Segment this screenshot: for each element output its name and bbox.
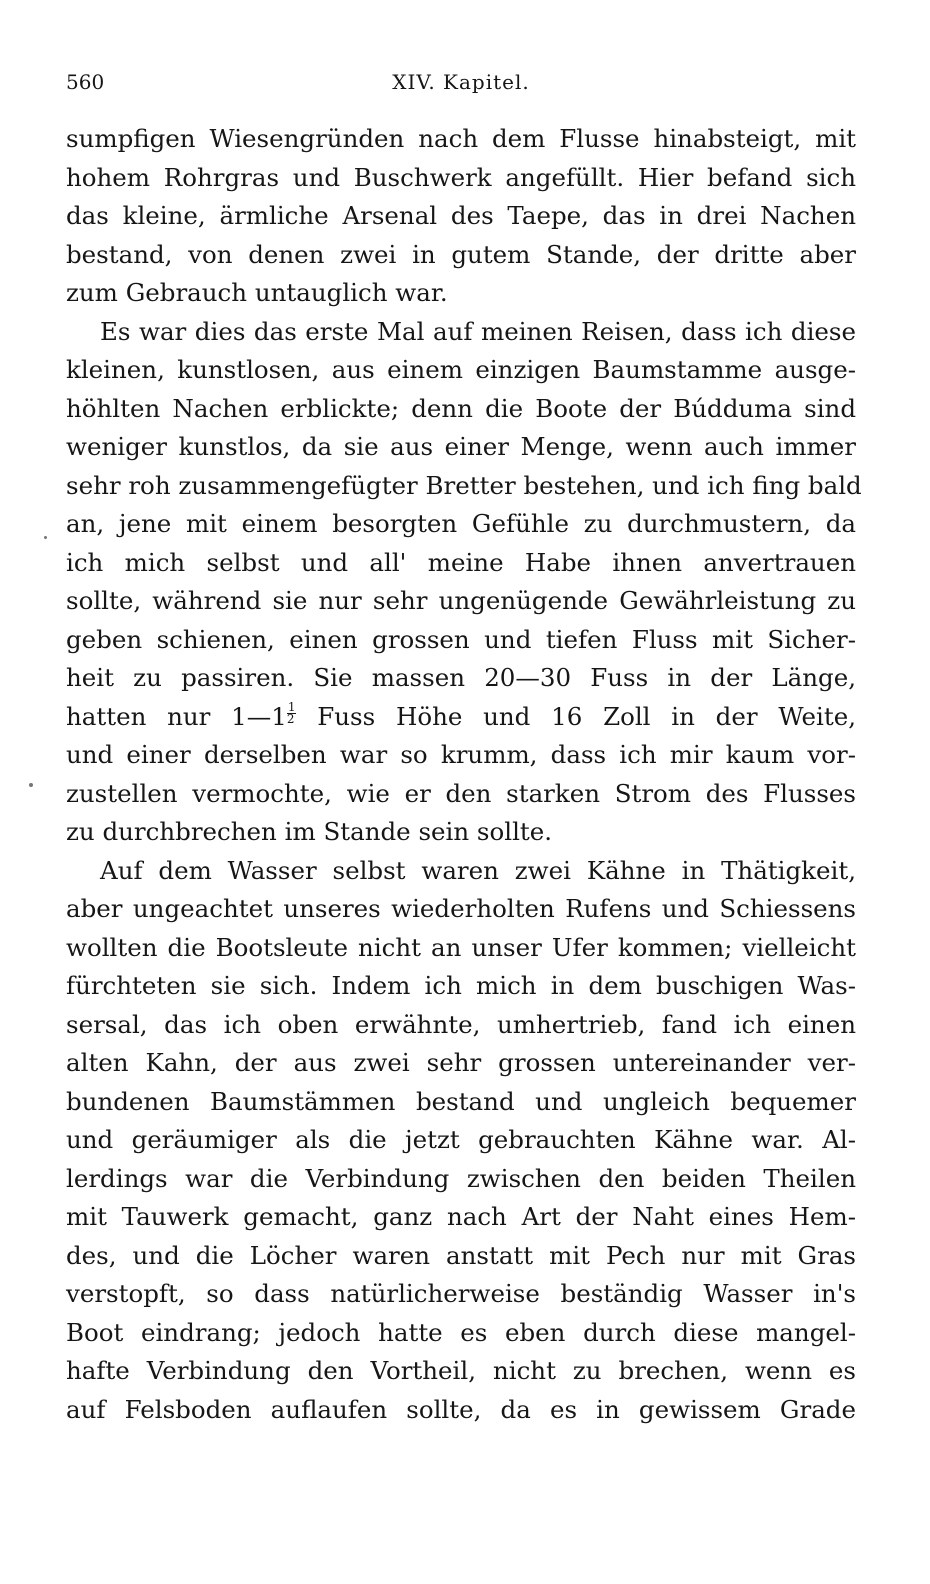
line-text: sumpfigen Wiesengründen nach dem Flusse hinabsteigt, mit [66,124,856,153]
text-line [66,120,856,159]
page-number: 560 [66,70,105,94]
text-line [66,775,856,814]
line-text: wollten die Bootsleute nicht an unser Ufer kommen; vielleicht [66,932,856,962]
line-text: Boot eindrang; jedoch hatte es eben durch diese mangel- [66,1317,856,1347]
line-text: hafte Verbindung den Vortheil, nicht zu brechen, wenn es [66,1356,856,1385]
line-text: des, und die Löcher waren anstatt mit Pech nur mit Gras [66,1240,856,1270]
line-text: bestand, von denen zwei in gutem Stande, der dritte aber [66,239,856,269]
line-text: Auf dem Wasser selbst waren zwei Kähne in Thätigkeit, [100,855,856,885]
line-text: höhlten Nachen erblickte; denn die Boote der Búdduma sind [66,393,856,423]
line-text: zustellen vermochte, wie er den starken Strom des Flusses [66,778,856,808]
text-line [66,274,856,313]
line-text: lerdings war die Verbindung zwischen den beiden Theilen [66,1163,856,1193]
text-line [66,813,856,852]
line-text: kleinen, kunstlosen, aus einem einzigen Baumstamme ausge- [66,355,856,384]
line-text: fürchteten sie sich. Indem ich mich in dem buschigen Was- [66,971,856,1000]
text-line [66,890,856,929]
text-line [66,1391,856,1430]
text-line [66,1237,856,1276]
line-text: an, jene mit einem besorgten Gefühle zu durchmustern, da [66,509,856,538]
text-line [66,313,856,352]
text-line [66,351,856,390]
text-line [66,159,856,198]
line-text: Es war dies das erste Mal auf meinen Reisen, dass ich diese [100,316,856,346]
line-text: sehr roh zusammengefügter Bretter bestehen, und ich fing bald [66,470,862,500]
text-line [66,698,856,737]
line-text: auf Felsboden auflaufen sollte, da es in gewissem Grade [66,1394,856,1424]
text-line [66,1121,856,1160]
text-line [66,1006,856,1045]
line-text: aber ungeachtet unseres wiederholten Rufens und Schiessens [66,894,856,923]
running-head [66,70,856,100]
line-text: sollte, während sie nur sehr ungenügende Gewährleistung zu [66,586,856,615]
line-text: zum Gebrauch untauglich war. [66,278,448,307]
line-text: mit Tauwerk gemacht, ganz nach Art der Naht eines Hem- [66,1202,856,1231]
fraction-denominator: 2 [286,711,295,726]
text-line [66,1160,856,1199]
line-text-continued: Fuss Höhe und 16 Zoll in der Weite, [296,701,856,731]
text-line [66,197,856,236]
line-text: und einer derselben war so krumm, dass ich mir kaum vor- [66,740,856,769]
line-text: hohem Rohrgras und Buschwerk angefüllt. Hier befand sich [66,162,856,192]
line-text: sersal, das ich oben erwähnte, umhertrieb, fand ich einen [66,1009,856,1039]
print-speck [29,783,33,787]
text-line [66,1198,856,1237]
text-line [66,582,856,621]
line-text: heit zu passiren. Sie massen 20—30 Fuss in der Länge, [66,663,856,692]
text-line [66,1275,856,1314]
line-text: alten Kahn, der aus zwei sehr grossen untereinander ver- [66,1048,856,1077]
text-line [66,1044,856,1083]
chapter-heading: XIV. Kapitel. [392,70,530,94]
text-line [66,544,856,583]
line-text: ich mich selbst und all' meine Habe ihnen anvertrauen [66,547,856,577]
print-speck [44,536,47,539]
line-text: bundenen Baumstämmen bestand und ungleich bequemer [66,1086,856,1116]
text-line [66,236,856,275]
text-line [66,659,856,698]
body-text [66,120,862,1429]
line-text: geben schienen, einen grossen und tiefen Fluss mit Sicher- [66,624,856,654]
text-line [66,1314,856,1353]
line-text: weniger kunstlos, da sie aus einer Menge, wenn auch immer [66,432,856,461]
line-text: hatten nur 1—1 [66,701,287,731]
text-line [66,736,856,775]
line-text: zu durchbrechen im Stande sein sollte. [66,817,553,846]
text-line [66,1083,856,1122]
text-line [66,852,856,891]
text-line [66,390,856,429]
text-line [66,621,856,660]
text-line [66,1352,856,1391]
text-line [66,467,862,506]
line-text: und geräumiger als die jetzt gebrauchten Kähne war. Al- [66,1125,856,1154]
line-text: verstopft, so dass natürlicherweise beständig Wasser in's [66,1279,856,1308]
text-line [66,428,856,467]
text-line [66,929,856,968]
text-line [66,505,856,544]
line-text: das kleine, ärmliche Arsenal des Taepe, das in drei Nachen [66,201,856,230]
text-line [66,967,856,1006]
fraction-numerator: 1 [287,699,296,714]
